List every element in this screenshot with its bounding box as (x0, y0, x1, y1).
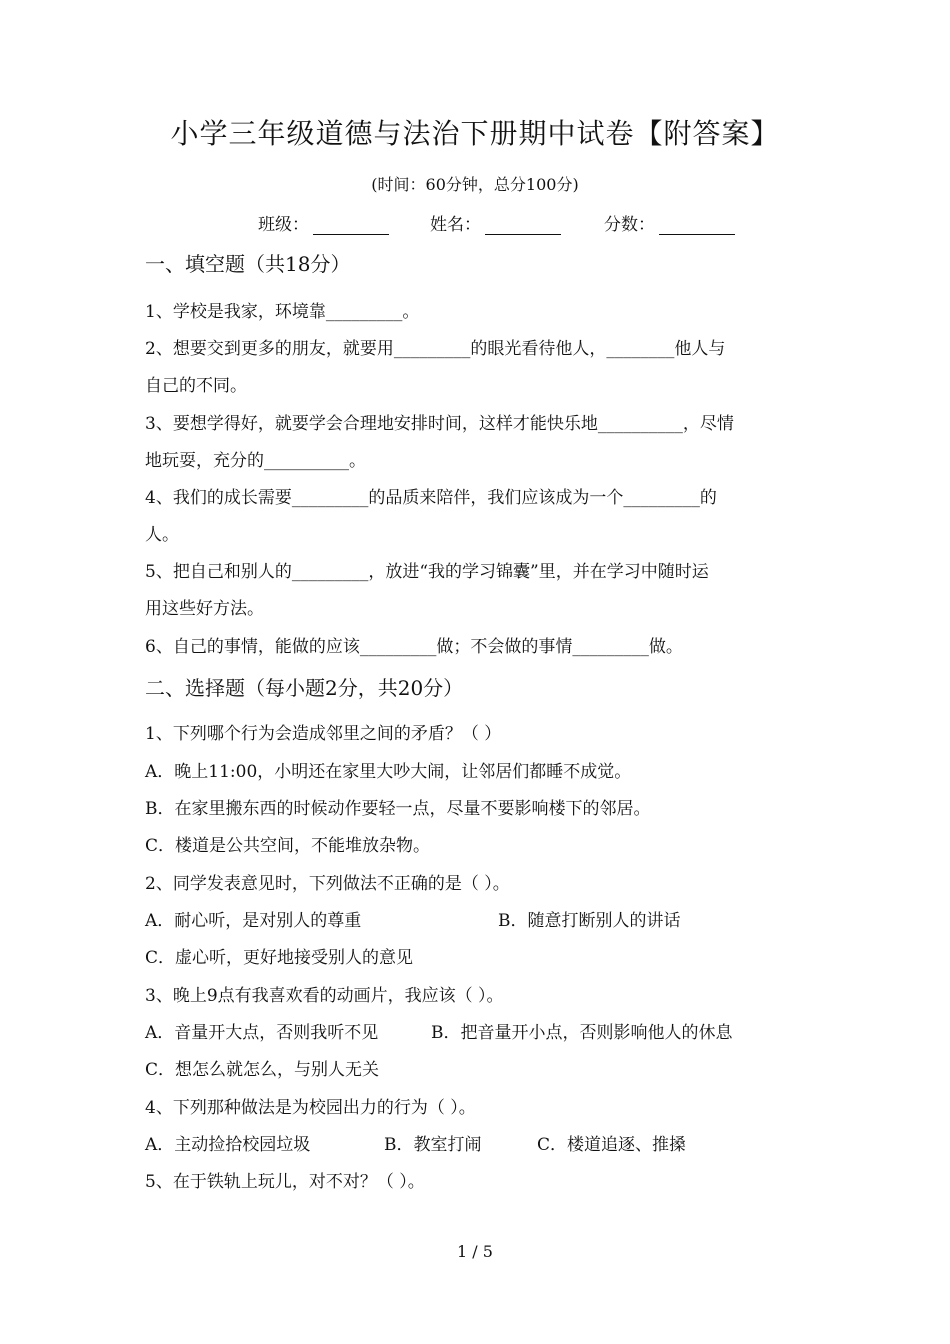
question-4: 4、下列那种做法是为校园出力的行为（ ）。 (145, 1098, 476, 1118)
question-3: 3、晚上9点有我喜欢看的动画片，我应该（ ）。 (145, 986, 504, 1006)
option-4b: B．教室打闹 (384, 1135, 482, 1155)
score-blank (659, 216, 735, 235)
option-1c: C．楼道是公共空间，不能堆放杂物。 (145, 836, 431, 856)
option-3b: B．把音量开小点，否则影响他人的休息 (431, 1023, 733, 1043)
class-blank (313, 216, 389, 235)
class-label: 班级： (258, 215, 309, 235)
name-field (430, 210, 561, 235)
section1-line: 地玩耍，充分的__________。 (145, 451, 366, 471)
option-1a: A．晚上11:00，小明还在家里大吵大闹，让邻居们都睡不成觉。 (145, 762, 632, 782)
score-label: 分数： (604, 215, 655, 235)
section1-line: 4、我们的成长需要_________的品质来陪伴，我们应该成为一个_________的 (145, 488, 717, 508)
question-5: 5、在于铁轨上玩儿，对不对？（ ）。 (145, 1172, 425, 1192)
option-4c: C．楼道追逐、推搡 (537, 1135, 687, 1155)
section1-line: 3、要想学得好，就要学会合理地安排时间，这样才能快乐地__________，尽情 (145, 414, 734, 434)
page-title: 小学三年级道德与法治下册期中试卷【附答案】 (170, 117, 780, 150)
section1-line: 自己的不同。 (145, 376, 247, 396)
section1-line: 6、自己的事情，能做的应该_________做；不会做的事情_________做。 (145, 637, 683, 657)
option-3a: A．音量开大点，否则我听不见 (145, 1023, 379, 1043)
section1-line: 2、想要交到更多的朋友，就要用_________的眼光看待他人，________他人与 (145, 339, 726, 359)
option-3c: C．想怎么就怎么，与别人无关 (145, 1060, 380, 1080)
section1-line: 用这些好方法。 (145, 599, 264, 619)
section1-line: 人。 (145, 525, 179, 545)
score-field (604, 210, 735, 235)
name-blank (485, 216, 561, 235)
option-2b: B．随意打断别人的讲话 (498, 911, 681, 931)
question-2: 2、同学发表意见时，下列做法不正确的是（ ）。 (145, 874, 510, 894)
option-2a: A．耐心听，是对别人的尊重 (145, 911, 362, 931)
exam-subtitle: (时间：60分钟，总分100分) (371, 175, 579, 194)
section1-heading: 一、填空题（共18分） (145, 252, 351, 276)
section1-line: 5、把自己和别人的_________，放进“我的学习锦囊”里，并在学习中随时运 (145, 562, 709, 582)
option-2c: C．虚心听，更好地接受别人的意见 (145, 948, 414, 968)
option-4a: A．主动捡拾校园垃圾 (145, 1135, 311, 1155)
name-label: 姓名： (430, 215, 481, 235)
section1-line: 1、学校是我家，环境靠_________。 (145, 302, 420, 322)
page-number: 1 / 5 (457, 1242, 493, 1261)
option-1b: B．在家里搬东西的时候动作要轻一点，尽量不要影响楼下的邻居。 (145, 799, 651, 819)
question-1: 1、下列哪个行为会造成邻里之间的矛盾？（ ） (145, 724, 502, 744)
section2-heading: 二、选择题（每小题2分，共20分） (145, 676, 464, 700)
class-field (258, 210, 389, 235)
